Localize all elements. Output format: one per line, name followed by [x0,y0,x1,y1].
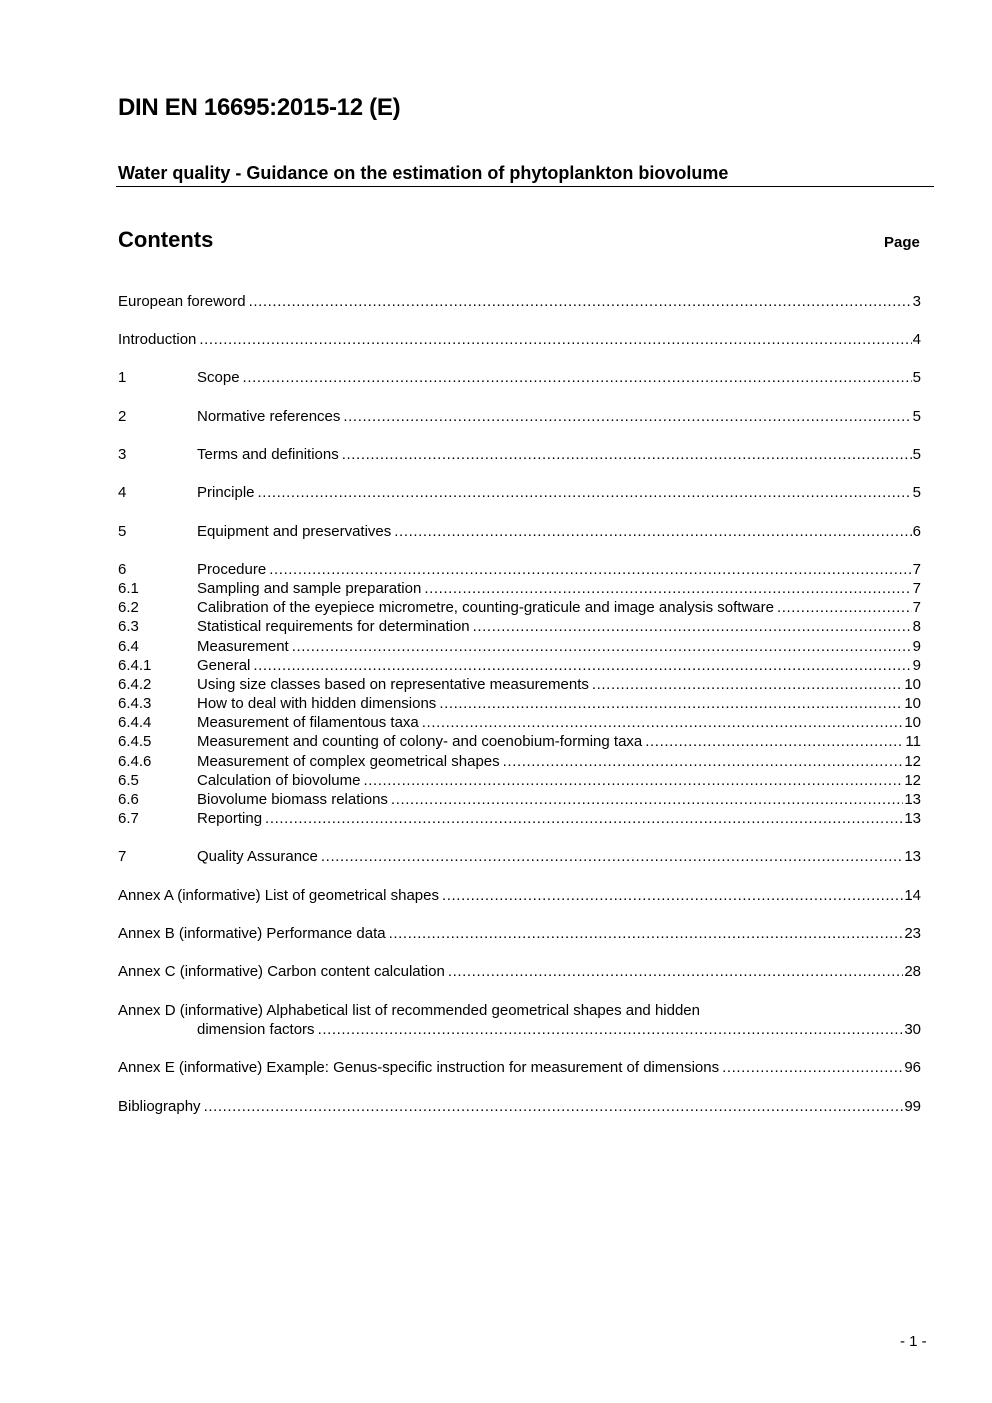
toc-entry[interactable] [118,1020,921,1039]
toc-entry-page: 13 [904,810,921,827]
toc-entry-page: 30 [904,1021,921,1038]
toc-entry[interactable] [118,617,921,636]
toc-leader-dots [363,771,903,790]
toc-entry-label: Scope [197,369,240,386]
toc-leader-dots [258,483,912,502]
toc-entry-first-line[interactable]: Annex D (informative) Alphabetical list of recommended geometrical shapes and hidden [118,1002,700,1019]
toc-entry[interactable] [118,675,921,694]
toc-entry-page: 7 [912,561,921,578]
toc-entry-label: Normative references [197,408,341,425]
toc-entry-label: Annex E (informative) Example: Genus-specific instruction for measurement of dimensions [118,1059,720,1076]
toc-entry[interactable] [118,656,921,675]
toc-entry-number: 6.7 [118,810,139,827]
toc-leader-dots [503,752,904,771]
toc-entry-label: Statistical requirements for determination [197,618,470,635]
toc-entry-number: 2 [118,408,127,425]
toc-entry-number: 6.4 [118,638,139,655]
toc-leader-dots [204,1097,904,1116]
toc-entry[interactable] [118,752,921,771]
toc-entry-page: 96 [904,1059,921,1076]
toc-entry-page: 14 [904,887,921,904]
toc-entry-number: 3 [118,446,127,463]
toc-leader-dots [473,617,912,636]
toc-entry-label: dimension factors [197,1021,315,1038]
toc-entry-number: 6 [118,561,127,578]
toc-leader-dots [394,522,911,541]
toc-entry-number: 1 [118,369,127,386]
toc-entry-page: 7 [912,580,921,597]
toc-entry[interactable] [118,598,921,617]
toc-leader-dots [448,962,903,981]
document-title: Water quality - Guidance on the estimation of phytoplankton biovolume [118,163,729,183]
toc-entry-label: Annex B (informative) Performance data [118,925,386,942]
toc-leader-dots [592,675,903,694]
toc-leader-dots [389,924,904,943]
toc-entry[interactable] [118,790,921,809]
toc-entry-page: 23 [904,925,921,942]
toc-entry-page: 8 [912,618,921,635]
toc-entry-number: 6.4.2 [118,676,152,693]
toc-leader-dots [199,330,911,349]
toc-entry-number: 6.4.1 [118,657,152,674]
toc-entry[interactable] [118,962,921,981]
toc-entry-page: 9 [912,657,921,674]
toc-entry[interactable] [118,579,921,598]
toc-entry-page: 3 [912,293,921,310]
toc-entry-label: Reporting [197,810,263,827]
toc-entry[interactable] [118,809,921,828]
toc-entry-page: 13 [904,791,921,808]
toc-entry-label: Bibliography [118,1098,201,1115]
toc-entry[interactable] [118,368,921,387]
toc-entry-number: 6.3 [118,618,139,635]
toc-leader-dots [439,694,903,713]
toc-entry-number: 6.4.3 [118,695,152,712]
toc-entry[interactable] [118,732,921,751]
toc-entry-page: 10 [904,676,921,693]
toc-entry[interactable] [118,924,921,943]
toc-entry-page: 9 [912,638,921,655]
toc-entry-page: 12 [904,772,921,789]
toc-entry[interactable] [118,637,921,656]
toc-entry-label: Annex C (informative) Carbon content calculation [118,963,445,980]
toc-entry-page: 13 [904,848,921,865]
toc-leader-dots [318,1020,904,1039]
toc-entry[interactable] [118,1058,921,1077]
toc-entry-page: 7 [912,599,921,616]
toc-leader-dots [342,445,912,464]
toc-entry-number: 7 [118,848,127,865]
toc-leader-dots [722,1058,903,1077]
toc-entry-label: Annex A (informative) List of geometrical shapes [118,887,439,904]
toc-leader-dots [442,886,903,905]
contents-heading: Contents [118,227,214,252]
document-id: DIN EN 16695:2015-12 (E) [118,94,401,121]
toc-entry-label: Calibration of the eyepiece micrometre, counting-graticule and image analysis software [197,599,774,616]
toc-entry-label: How to deal with hidden dimensions [197,695,437,712]
toc-entry-number: 6.6 [118,791,139,808]
toc-entry-page: 5 [912,484,921,501]
toc-entry-page: 6 [912,523,921,540]
toc-leader-dots [292,637,912,656]
toc-entry-page: 5 [912,408,921,425]
toc-leader-dots [249,292,912,311]
toc-entry-label: Using size classes based on representative measurements [197,676,589,693]
toc-entry-label: Quality Assurance [197,848,318,865]
toc-entry-label: Measurement and counting of colony- and coenobium-forming taxa [197,733,643,750]
toc-entry-page: 28 [904,963,921,980]
toc-entry[interactable] [118,292,921,311]
toc-entry-page: 10 [904,714,921,731]
toc-entry[interactable] [118,847,921,866]
toc-entry-label: General [197,657,251,674]
toc-entry-number: 4 [118,484,127,501]
toc-entry[interactable] [118,560,921,579]
toc-entry-number: 6.4.5 [118,733,152,750]
toc-entry[interactable] [118,1097,921,1116]
page-column-heading: Page [884,234,920,251]
toc-entry-label: Calculation of biovolume [197,772,361,789]
toc-leader-dots [391,790,903,809]
toc-entry-label: Principle [197,484,255,501]
toc-entry-label: European foreword [118,293,246,310]
toc-entry-page: 99 [904,1098,921,1115]
toc-entry-label: Biovolume biomass relations [197,791,388,808]
toc-leader-dots [422,713,904,732]
toc-leader-dots [265,809,903,828]
toc-entry[interactable] [118,483,921,502]
toc-entry-label: Measurement of filamentous taxa [197,714,419,731]
toc-leader-dots [424,579,911,598]
toc-leader-dots [321,847,903,866]
toc-entry-label: Measurement of complex geometrical shapes [197,753,500,770]
toc-entry[interactable] [118,522,921,541]
toc-entry[interactable] [118,771,921,790]
page-number: - 1 - [900,1333,927,1350]
toc-leader-dots [243,368,912,387]
toc-entry-page: 10 [904,695,921,712]
toc-leader-dots [253,656,911,675]
toc-entry-page: 5 [912,369,921,386]
toc-entry-label: Introduction [118,331,197,348]
toc-entry[interactable] [118,330,921,349]
toc-entry-label: Sampling and sample preparation [197,580,422,597]
toc-leader-dots [777,598,912,617]
toc-entry-label: Terms and definitions [197,446,339,463]
toc-entry-number: 6.2 [118,599,139,616]
toc-entry-number: 6.5 [118,772,139,789]
toc-leader-dots [645,732,904,751]
toc-entry[interactable] [118,713,921,732]
toc-entry-number: 6.4.4 [118,714,152,731]
toc-leader-dots [343,407,911,426]
toc-entry-number: 5 [118,523,127,540]
toc-entry[interactable] [118,694,921,713]
toc-entry[interactable] [118,407,921,426]
toc-entry-number: 6.4.6 [118,753,152,770]
toc-entry-page: 12 [904,753,921,770]
toc-entry-page: 5 [912,446,921,463]
toc-entry-page: 4 [912,331,921,348]
toc-leader-dots [269,560,911,579]
toc-entry-label: Procedure [197,561,267,578]
toc-entry[interactable] [118,886,921,905]
toc-entry[interactable] [118,445,921,464]
toc-entry-label: Measurement [197,638,289,655]
toc-entry-page: 11 [905,733,921,750]
toc-entry-number: 6.1 [118,580,139,597]
toc-entry-label: Equipment and preservatives [197,523,392,540]
